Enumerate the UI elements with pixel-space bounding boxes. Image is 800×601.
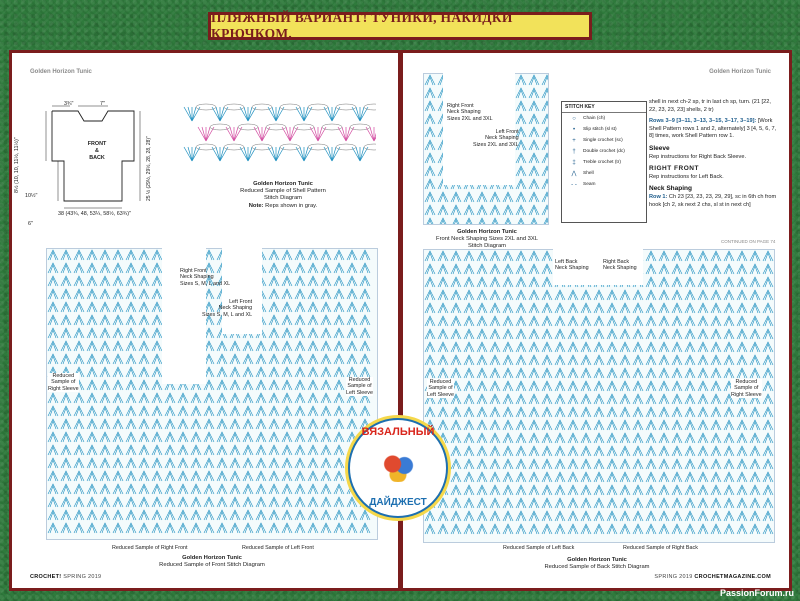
right-back-neck-label: Right Back Neck Shaping	[603, 259, 637, 272]
stitch-key-row	[562, 168, 646, 179]
double-crochet-icon: †	[572, 148, 576, 155]
right-front-neck-label: Right Front Neck Shaping Sizes S, M, L and XL	[180, 268, 231, 287]
continued-note: CONTINUED ON PAGE 74	[721, 239, 776, 244]
bottom-left-front-label: Reduced Sample of Left Front	[242, 545, 314, 551]
stitch-key-row	[562, 146, 646, 157]
neck-right-front-label: Right Front Neck Shaping Sizes 2XL and 3XL	[447, 103, 493, 122]
left-page	[12, 53, 398, 588]
stitch-key-label: Slip stitch (sl st)	[583, 127, 617, 132]
site-watermark: PassionForum.ru	[719, 588, 794, 598]
front-stitch-diagram	[46, 248, 378, 540]
bottom-right-front-label: Reduced Sample of Right Front	[112, 545, 188, 551]
left-front-neck-label: Left Front Neck Shaping Sizes S, M, L and XL	[202, 299, 253, 318]
left-footer: CROCHET! SPRING 2019	[30, 574, 102, 580]
front-caption: Golden Horizon Tunic Reduced Sample of Front Stitch Diagram	[159, 555, 265, 569]
dim-right: 25 ½ (29½, 29½, 28, 28, 28)"	[146, 136, 152, 201]
front-neck-gap-right	[222, 248, 262, 334]
stitch-key-label: Treble crochet (tr)	[583, 160, 621, 165]
page-banner: ПЛЯЖНЫЙ ВАРИАНТ! ТУНИКИ, НАКИДКИ КРЮЧКОМ.	[208, 12, 592, 40]
right-sleeve-label: Reduced Sample of Right Sleeve	[48, 373, 79, 392]
running-head: Golden Horizon Tunic	[709, 69, 771, 75]
knitting-digest-logo	[348, 418, 448, 518]
chain-icon: ○	[572, 115, 576, 122]
dim-side-left: 8½ (10, 10, 11½, 11½)"	[14, 137, 20, 193]
shell-caption: Golden Horizon Tunic Reduced Sample of Shell Pattern Stitch Diagram Note: Reps shown in gray.	[240, 181, 326, 209]
single-crochet-icon: +	[572, 137, 576, 144]
schematic-label: FRONT & BACK	[87, 141, 107, 162]
stitch-key	[561, 101, 647, 223]
stitch-key-label: Seam	[583, 182, 596, 187]
logo-top-text: ВЯЗАЛЬНЫЙ	[361, 426, 435, 438]
treble-crochet-icon: ‡	[572, 159, 576, 166]
slip-stitch-icon: •	[572, 126, 576, 133]
dim-top-a: 3¾"	[64, 101, 74, 107]
dim-side-mid: 10½"	[25, 193, 38, 199]
neck-left-front-label: Left Front Neck Shaping Sizes 2XL and 3XL	[473, 129, 519, 148]
stitch-key-row	[562, 113, 646, 124]
neck-caption: Golden Horizon Tunic Front Neck Shaping Sizes 2XL and 3XL Stitch Diagram	[436, 229, 538, 250]
stitch-key-row	[562, 135, 646, 146]
yarn-balls-icon	[380, 452, 416, 482]
stitch-key-row	[562, 157, 646, 168]
back-left-sleeve-label: Reduced Sample of Left Sleeve	[427, 379, 454, 398]
back-stitch-diagram	[423, 249, 775, 543]
instructions: shell in next ch-2 sp, tr in last ch sp, turn. (21 [22, 22, 23, 23, 23] shells, 2 tr) Rows 3–9 [3–11, 3–13, 3–15, 3–17, 3–19]: [Work Shell Pattern rows 1 and 2, alternately] 3 [4, 5, 6, 7, 8] times, work Shell Pattern row 1. Sleeve Rep instructions for Right Back Sleeve. RIGHT FRONT Rep instructions for Left Back. Neck Shaping Row 1: Ch 23 [23, 23, 23, 29, 29], sc in 6th ch from hook [ch 2, sk next 2 chs, sl st in next ch]	[649, 99, 777, 208]
stitch-key-row	[562, 124, 646, 135]
back-caption: Golden Horizon Tunic Reduced Sample of Back Stitch Diagram	[544, 557, 650, 571]
shell-pattern-diagram	[180, 99, 376, 169]
shell-icon: ⋀	[571, 171, 577, 177]
dim-bottom: 38 (43¾, 48, 53¼, 58½, 63¾)"	[58, 211, 131, 217]
stitch-key-label: Chain (ch)	[583, 116, 606, 121]
left-back-neck-label: Left Back Neck Shaping	[555, 259, 589, 272]
stitch-key-row	[562, 179, 646, 190]
seam-icon: - -	[571, 181, 577, 188]
dim-side-low: 6"	[28, 221, 33, 227]
stitch-key-label: Single crochet (sc)	[583, 138, 623, 143]
bottom-left-back-label: Reduced Sample of Left Back	[503, 545, 575, 551]
stitch-key-label: Shell	[583, 171, 594, 176]
running-head: Golden Horizon Tunic	[30, 69, 92, 75]
stitch-key-label: Double crochet (dc)	[583, 149, 625, 154]
right-footer: SPRING 2019 CROCHETMAGAZINE.COM	[654, 574, 771, 580]
left-sleeve-label: Reduced Sample of Left Sleeve	[346, 377, 373, 396]
right-page	[403, 53, 789, 588]
back-right-sleeve-label: Reduced Sample of Right Sleeve	[731, 379, 762, 398]
bottom-right-back-label: Reduced Sample of Right Back	[623, 545, 698, 551]
stitch-key-title: STITCH KEY	[562, 102, 646, 113]
front-lattice	[47, 249, 377, 539]
logo-bottom-text: ДАЙДЖЕСТ	[369, 497, 427, 508]
dim-top-b: 7"	[100, 101, 105, 107]
back-lattice	[424, 250, 774, 542]
